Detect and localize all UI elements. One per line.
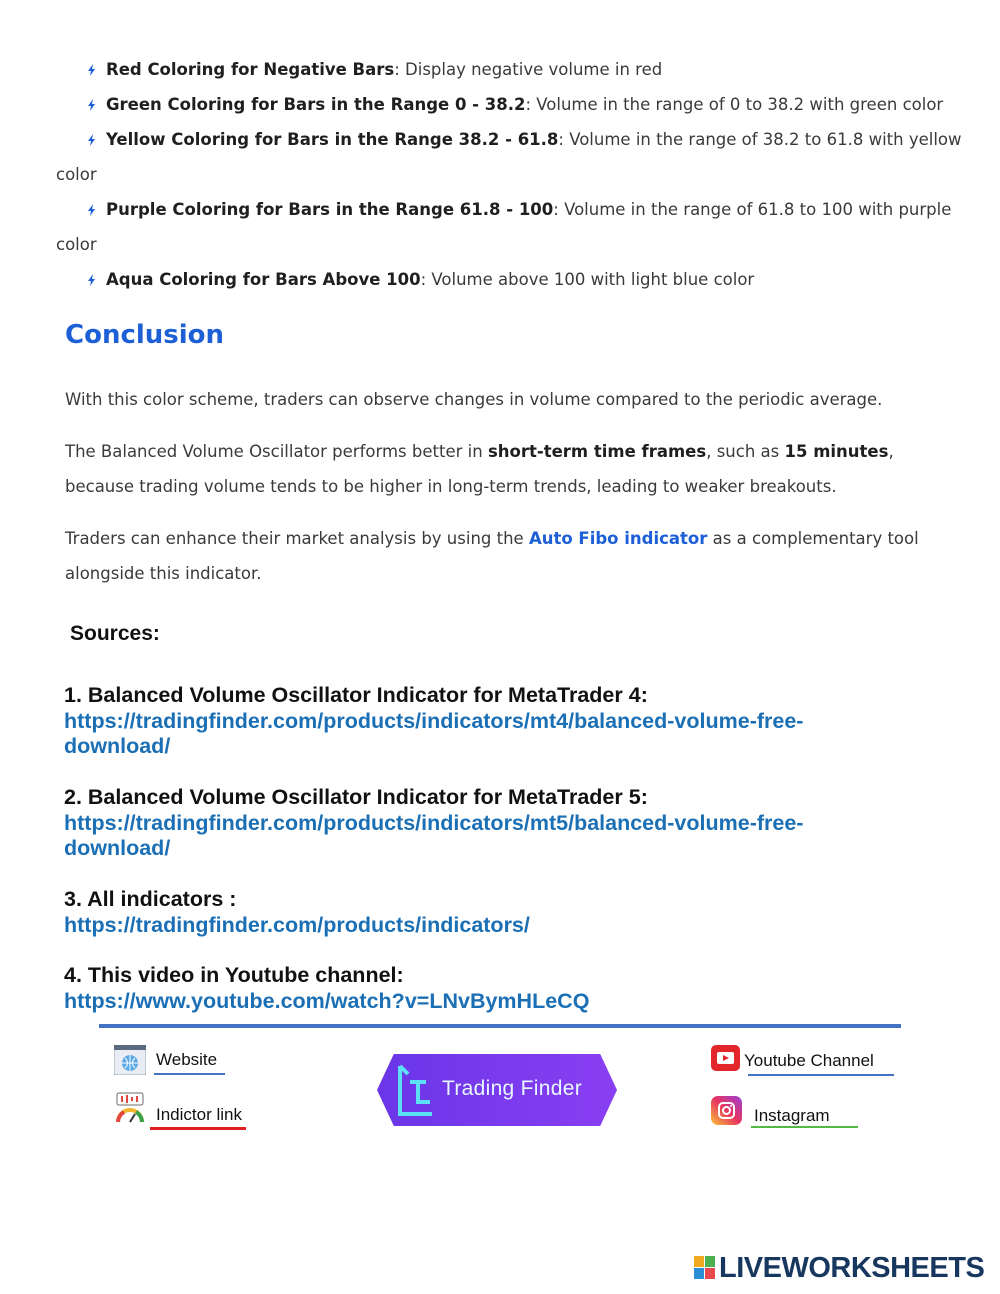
globe-icon	[114, 1045, 146, 1075]
sources-heading: Sources:	[70, 622, 160, 645]
bolt-icon	[87, 274, 96, 286]
bullet-title: Purple Coloring for Bars in the Range 61.8 - 100	[106, 200, 554, 219]
website-underline	[154, 1073, 225, 1075]
bullet-desc: : Display negative volume in red	[394, 60, 663, 79]
indicator-link[interactable]: Indictor link	[156, 1105, 242, 1124]
conclusion-heading: Conclusion	[65, 320, 225, 350]
liveworksheets-logo-icon	[694, 1253, 716, 1283]
bolt-icon	[87, 99, 96, 111]
auto-fibo-link[interactable]: Auto Fibo indicator	[528, 529, 708, 548]
text-run: alongside this indicator.	[65, 564, 262, 583]
list-item	[56, 192, 965, 262]
list-item	[56, 122, 965, 192]
source-title: 2. Balanced Volume Oscillator Indicator for MetaTrader 5:	[64, 785, 648, 809]
source-link[interactable]: https://www.youtube.com/watch?v=LNvBymHLeCQ	[64, 988, 590, 1013]
source-item	[64, 683, 944, 760]
source-link[interactable]	[64, 709, 944, 760]
bolt-icon	[87, 204, 96, 216]
bullet-desc: : Volume in the range of 38.2 to 61.8 with yellow	[558, 130, 962, 149]
youtube-icon	[711, 1045, 740, 1071]
text-run: as a complementary tool	[707, 529, 919, 548]
source-title: 1. Balanced Volume Oscillator Indicator for MetaTrader 4:	[64, 683, 648, 707]
instagram-link[interactable]: Instagram	[754, 1106, 830, 1125]
source-item	[64, 963, 944, 1014]
source-item	[64, 785, 944, 862]
liveworksheets-brand: LIVEWORKSHEETS	[719, 1252, 985, 1284]
logo-text: Trading Finder	[442, 1077, 582, 1100]
bullet-title: Aqua Coloring for Bars Above 100	[106, 270, 421, 289]
source-title: 3. All indicators :	[64, 887, 237, 911]
conclusion-paragraph-2	[65, 434, 965, 504]
url-line: https://tradingfinder.com/products/indicators/mt5/balanced-volume-free-	[64, 810, 804, 835]
website-link[interactable]: Website	[156, 1050, 218, 1069]
feature-bullet-list	[56, 52, 965, 297]
instagram-icon	[711, 1096, 742, 1125]
bullet-desc: : Volume in the range of 61.8 to 100 with purple	[553, 200, 952, 219]
bullet-title: Green Coloring for Bars in the Range 0 - 38.2	[106, 95, 526, 114]
bullet-title: Yellow Coloring for Bars in the Range 38.2 - 61.8	[106, 130, 559, 149]
bolt-icon	[87, 64, 96, 76]
source-link[interactable]: https://tradingfinder.com/products/indicators/	[64, 912, 530, 937]
source-title: 4. This video in Youtube channel:	[64, 963, 404, 987]
bullet-desc-wrap: color	[56, 165, 97, 184]
bullet-desc: : Volume above 100 with light blue color	[420, 270, 755, 289]
footer-divider	[99, 1024, 901, 1028]
text-run: ,	[888, 442, 894, 461]
conclusion-paragraph-1: With this color scheme, traders can observe changes in volume compared to the periodic average.	[65, 390, 883, 409]
text-run: The Balanced Volume Oscillator performs better in	[65, 442, 488, 461]
youtube-underline	[748, 1074, 894, 1076]
list-item	[65, 52, 965, 87]
list-item	[65, 87, 965, 122]
url-line: download/	[64, 836, 171, 860]
emphasis-minutes: 15 minutes	[784, 442, 889, 461]
tf-logo-mark	[396, 1062, 436, 1118]
instagram-underline	[751, 1126, 858, 1128]
gauge-icon	[115, 1092, 145, 1126]
text-run: because trading volume tends to be higher in long-term trends, leading to weaker breakouts.	[65, 477, 837, 496]
url-line: https://tradingfinder.com/products/indicators/mt4/balanced-volume-free-	[64, 708, 804, 733]
emphasis-timeframes: short-term time frames	[487, 442, 707, 461]
bullet-desc-wrap: color	[56, 235, 97, 254]
bullet-desc: : Volume in the range of 0 to 38.2 with green color	[525, 95, 944, 114]
indicator-underline	[150, 1127, 246, 1130]
text-run: , such as	[706, 442, 785, 461]
url-line: download/	[64, 734, 171, 758]
bolt-icon	[87, 134, 96, 146]
source-item	[64, 887, 944, 938]
bullet-title: Red Coloring for Negative Bars	[106, 60, 395, 79]
list-item	[65, 262, 965, 297]
text-run: Traders can enhance their market analysis by using the	[65, 529, 529, 548]
source-link[interactable]	[64, 811, 944, 862]
conclusion-paragraph-3	[65, 521, 965, 591]
youtube-channel-link[interactable]: Youtube Channel	[744, 1051, 874, 1070]
